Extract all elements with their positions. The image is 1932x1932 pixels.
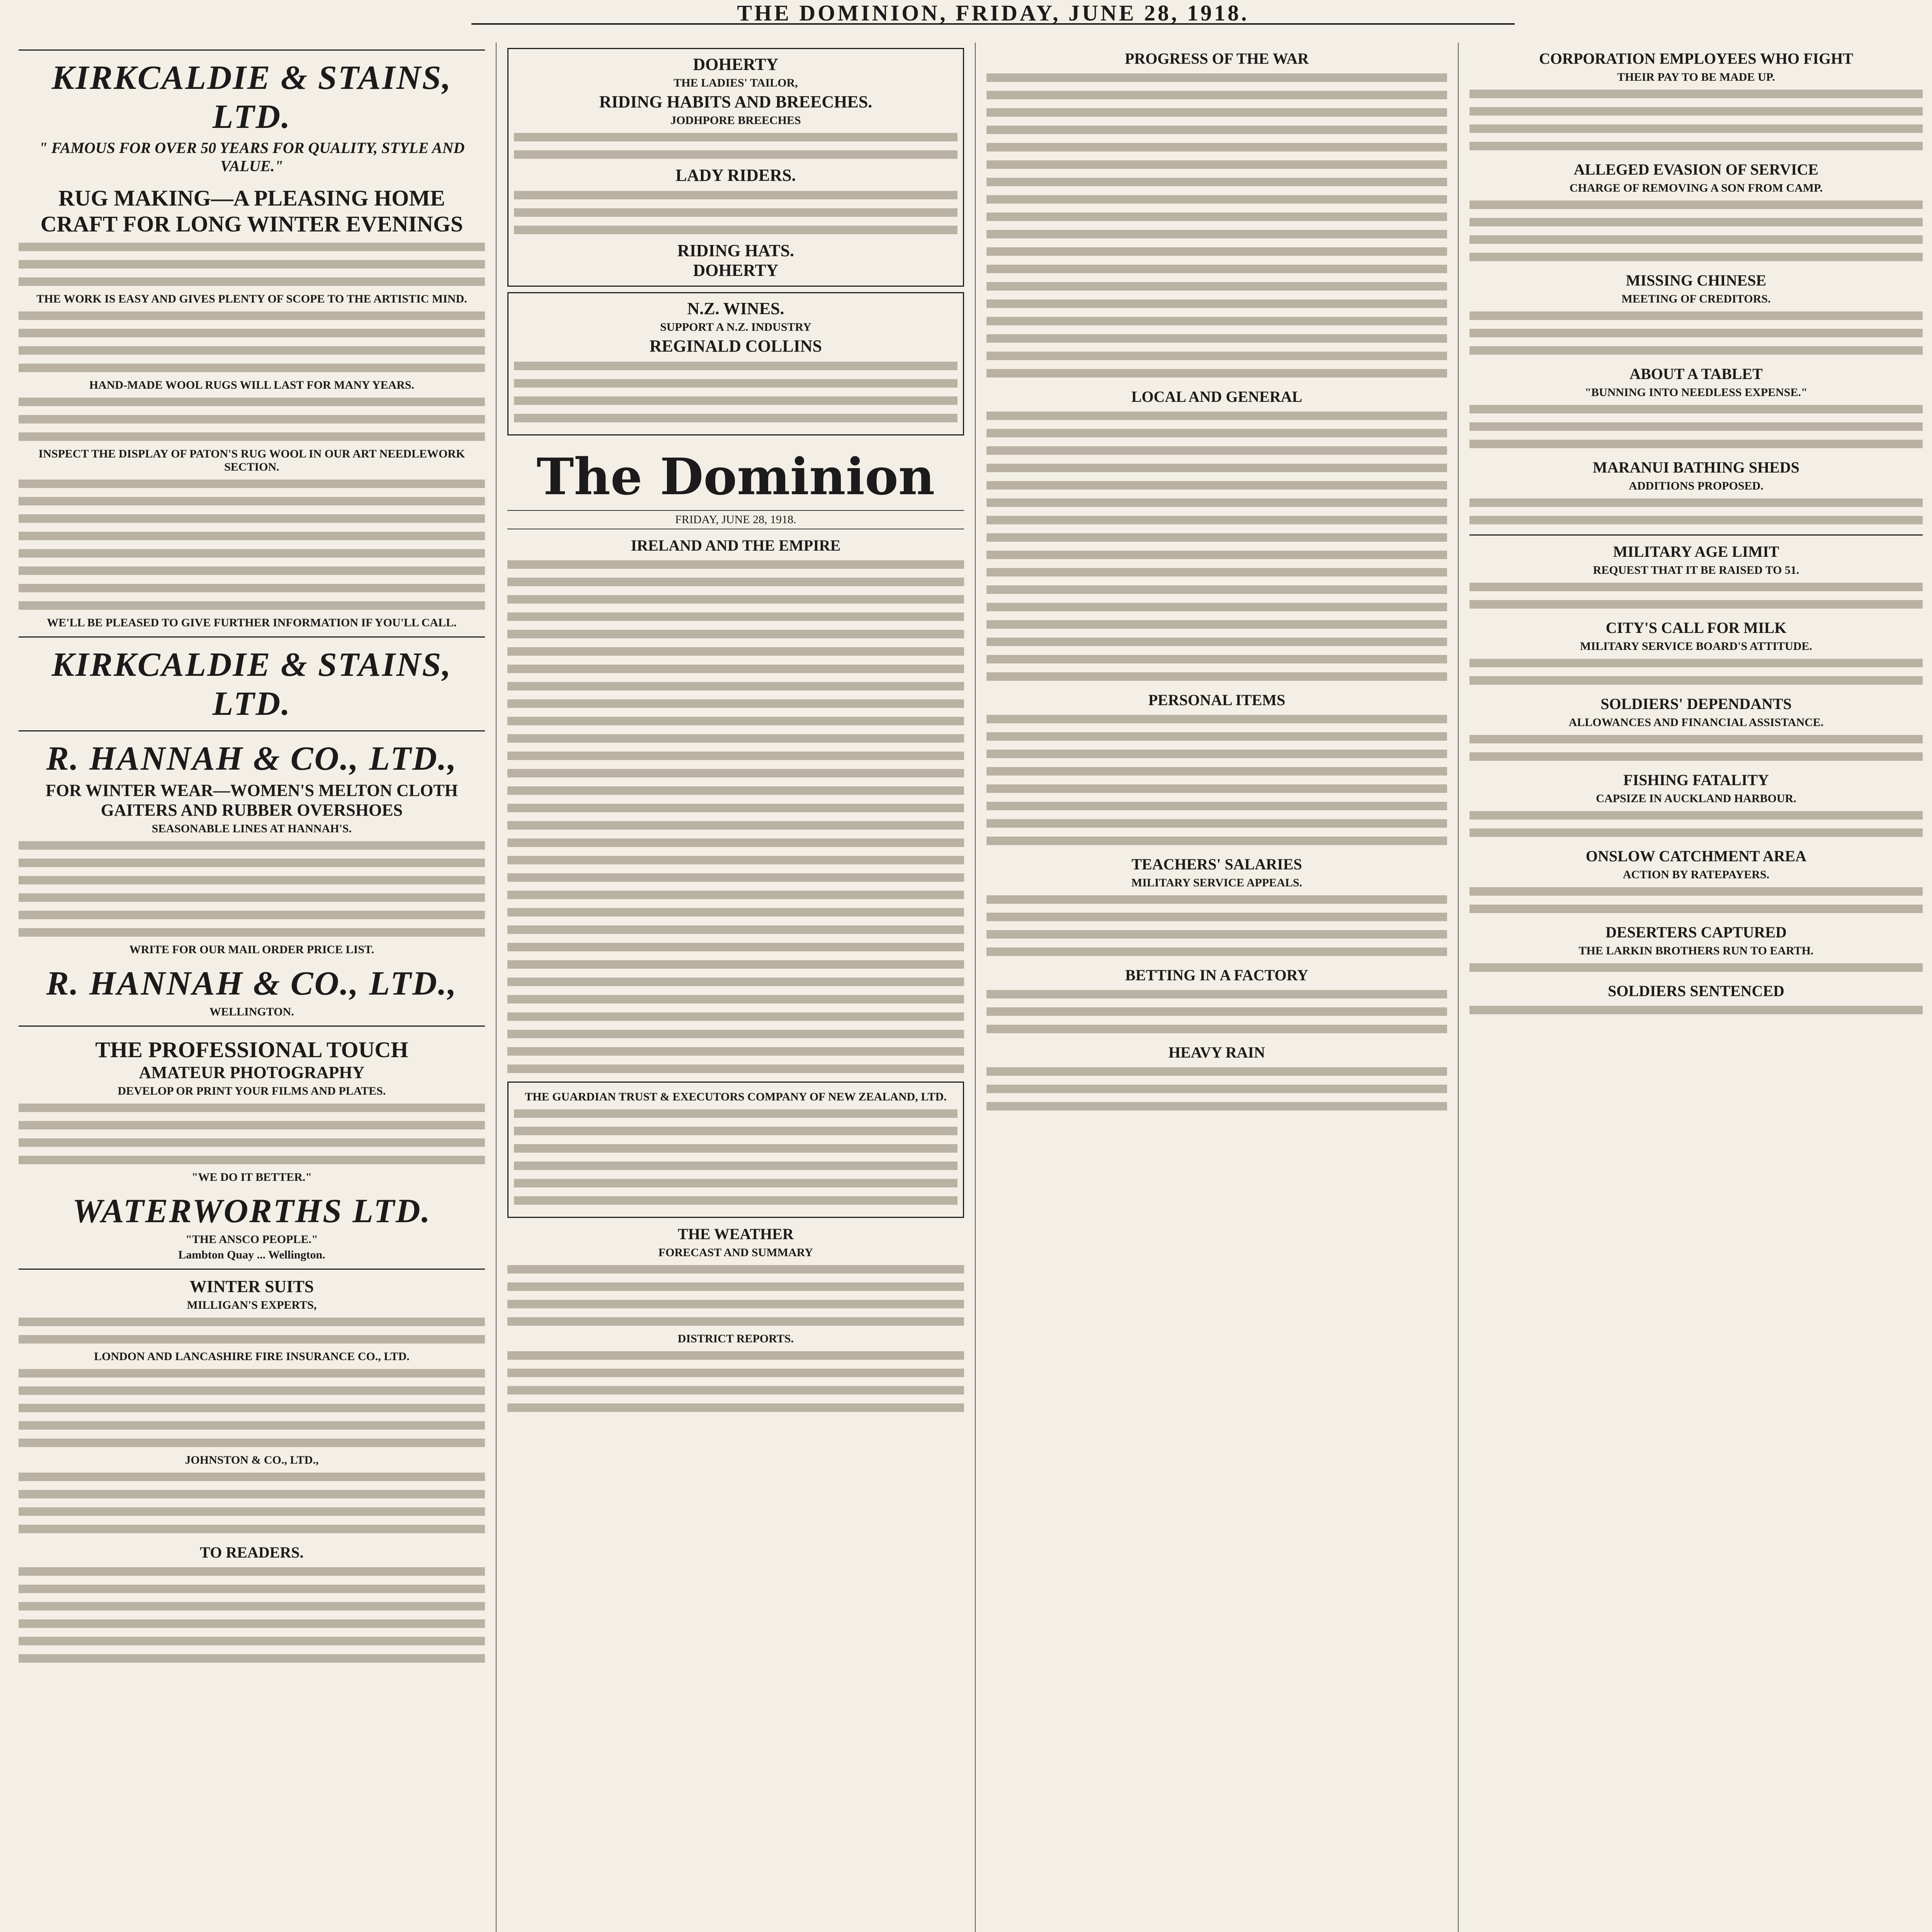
forecast: FORECAST AND SUMMARY — [658, 1246, 813, 1259]
rug-subheading-3: INSPECT THE DISPLAY OF PATON'S RUG WOOL IN OUR ART NEEDLEWORK SECTION. — [38, 447, 465, 473]
rug-heading: RUG MAKING—A PLEASING HOME CRAFT FOR LONG WINTER EVENINGS — [40, 185, 463, 236]
fishing-fatality: FISHING FATALITY — [1623, 771, 1769, 789]
missing-chinese-sub: MEETING OF CREDITORS. — [1621, 293, 1771, 305]
milligan: MILLIGAN'S EXPERTS, — [187, 1299, 317, 1311]
column-3 — [976, 43, 1459, 1932]
photo-heading: THE PROFESSIONAL TOUCH — [95, 1037, 408, 1062]
city-milk-sub: MILITARY SERVICE BOARD'S ATTITUDE. — [1580, 640, 1812, 653]
military-age: MILITARY AGE LIMIT — [1613, 543, 1779, 560]
betting-factory: BETTING IN A FACTORY — [1125, 966, 1308, 984]
photo-subheading: AMATEUR PHOTOGRAPHY — [139, 1063, 365, 1082]
johnston: JOHNSTON & CO., LTD., — [185, 1454, 319, 1466]
deserters-sub: THE LARKIN BROTHERS RUN TO EARTH. — [1578, 944, 1814, 957]
soldiers-sentenced: SOLDIERS SENTENCED — [1608, 982, 1784, 1000]
divider — [19, 49, 485, 51]
military-age-sub: REQUEST THAT IT BE RAISED TO 51. — [1593, 564, 1799, 577]
rug-subheading-2: HAND-MADE WOOL RUGS WILL LAST FOR MANY YEARS. — [89, 379, 415, 391]
doherty-ad: DOHERTY THE LADIES' TAILOR, RIDING HABITS AND BREECHES. JODHPORE BREECHES LADY RIDERS. RIDING HATS. DOHERTY — [507, 48, 964, 287]
hannah-footer: WRITE FOR OUR MAIL ORDER PRICE LIST. — [129, 943, 374, 956]
to-readers: TO READERS. — [200, 1544, 304, 1561]
photo-line: DEVELOP OR PRINT YOUR FILMS AND PLATES. — [117, 1085, 386, 1097]
progress-of-war: PROGRESS OF THE WAR — [1124, 50, 1309, 67]
onslow-sub: ACTION BY RATEPAYERS. — [1622, 868, 1770, 881]
heavy-rain: HEAVY RAIN — [1168, 1044, 1265, 1061]
issue-date: FRIDAY, JUNE 28, 1918. — [507, 510, 964, 529]
waterworths-title: WATERWORTHS LTD. — [72, 1192, 431, 1230]
kirkcaldie-title-2: KIRKCALDIE & STAINS, LTD. — [51, 646, 452, 723]
column-4 — [1459, 43, 1932, 1932]
alleged-evasion-sub: CHARGE OF REMOVING A SON FROM CAMP. — [1569, 182, 1823, 194]
maranui-sub: ADDITIONS PROPOSED. — [1629, 480, 1764, 492]
masthead: THE DOMINION, FRIDAY, JUNE 28, 1918. — [471, 0, 1515, 25]
kirkcaldie-title: KIRKCALDIE & STAINS, LTD. — [51, 59, 452, 136]
weather-heading: THE WEATHER — [678, 1225, 794, 1243]
paper-flag: The Dominion — [536, 447, 935, 506]
district-reports: DISTRICT REPORTS. — [677, 1332, 794, 1345]
deserters: DESERTERS CAPTURED — [1605, 923, 1787, 941]
soldiers-dependants-sub: ALLOWANCES AND FINANCIAL ASSISTANCE. — [1568, 716, 1824, 729]
about-tablet-sub: "BUNNING INTO NEEDLESS EXPENSE." — [1585, 386, 1808, 399]
photo-tagline: "WE DO IT BETTER." — [191, 1171, 312, 1184]
onslow: ONSLOW CATCHMENT AREA — [1585, 847, 1807, 865]
missing-chinese: MISSING CHINESE — [1626, 272, 1767, 289]
corporation-sub: THEIR PAY TO BE MADE UP. — [1617, 71, 1775, 83]
hannah-title-2: R. HANNAH & CO., LTD., — [46, 965, 457, 1002]
wines-ad: N.Z. WINES. SUPPORT A N.Z. INDUSTRY REGINALD COLLINS — [507, 292, 964, 435]
rug-subheading: THE WORK IS EASY AND GIVES PLENTY OF SCOPE TO THE ARTISTIC MIND. — [36, 293, 467, 305]
column-1 — [8, 43, 497, 1932]
soldiers-dependants: SOLDIERS' DEPENDANTS — [1600, 695, 1792, 713]
hannah-title: R. HANNAH & CO., LTD., — [46, 740, 457, 777]
corporation-employees: CORPORATION EMPLOYEES WHO FIGHT — [1539, 50, 1854, 67]
hannah-heading: FOR WINTER WEAR—WOMEN'S MELTON CLOTH GAITERS AND RUBBER OVERSHOES — [46, 781, 458, 820]
teachers-salaries: TEACHERS' SALARIES — [1131, 855, 1302, 873]
kirkcaldie-tagline: " FAMOUS FOR OVER 50 YEARS FOR QUALITY, STYLE AND VALUE." — [39, 139, 465, 175]
rug-subheading-4: WE'LL BE PLEASED TO GIVE FURTHER INFORMATION IF YOU'LL CALL. — [47, 616, 457, 629]
ireland-heading: IRELAND AND THE EMPIRE — [631, 537, 841, 554]
alleged-evasion: ALLEGED EVASION OF SERVICE — [1573, 161, 1819, 178]
winter-suits: WINTER SUITS — [189, 1277, 314, 1296]
hannah-place: WELLINGTON. — [209, 1005, 294, 1018]
fishing-fatality-sub: CAPSIZE IN AUCKLAND HARBOUR. — [1596, 792, 1796, 805]
waterworths-sub: "THE ANSCO PEOPLE." — [185, 1233, 318, 1246]
city-milk: CITY'S CALL FOR MILK — [1605, 619, 1787, 636]
hannah-subheading: SEASONABLE LINES AT HANNAH'S. — [151, 822, 352, 835]
military-appeals: MILITARY SERVICE APPEALS. — [1131, 876, 1303, 889]
waterworths-address: Lambton Quay ... Wellington. — [178, 1248, 325, 1261]
maranui: MARANUI BATHING SHEDS — [1593, 459, 1799, 476]
london-lancashire: LONDON AND LANCASHIRE FIRE INSURANCE CO., LTD. — [94, 1350, 410, 1363]
column-2 — [497, 43, 976, 1932]
local-general: LOCAL AND GENERAL — [1131, 388, 1303, 405]
about-tablet: ABOUT A TABLET — [1629, 365, 1763, 383]
personal-items: PERSONAL ITEMS — [1148, 691, 1286, 709]
guardian-ad: THE GUARDIAN TRUST & EXECUTORS COMPANY OF NEW ZEALAND, LTD. — [507, 1082, 964, 1218]
